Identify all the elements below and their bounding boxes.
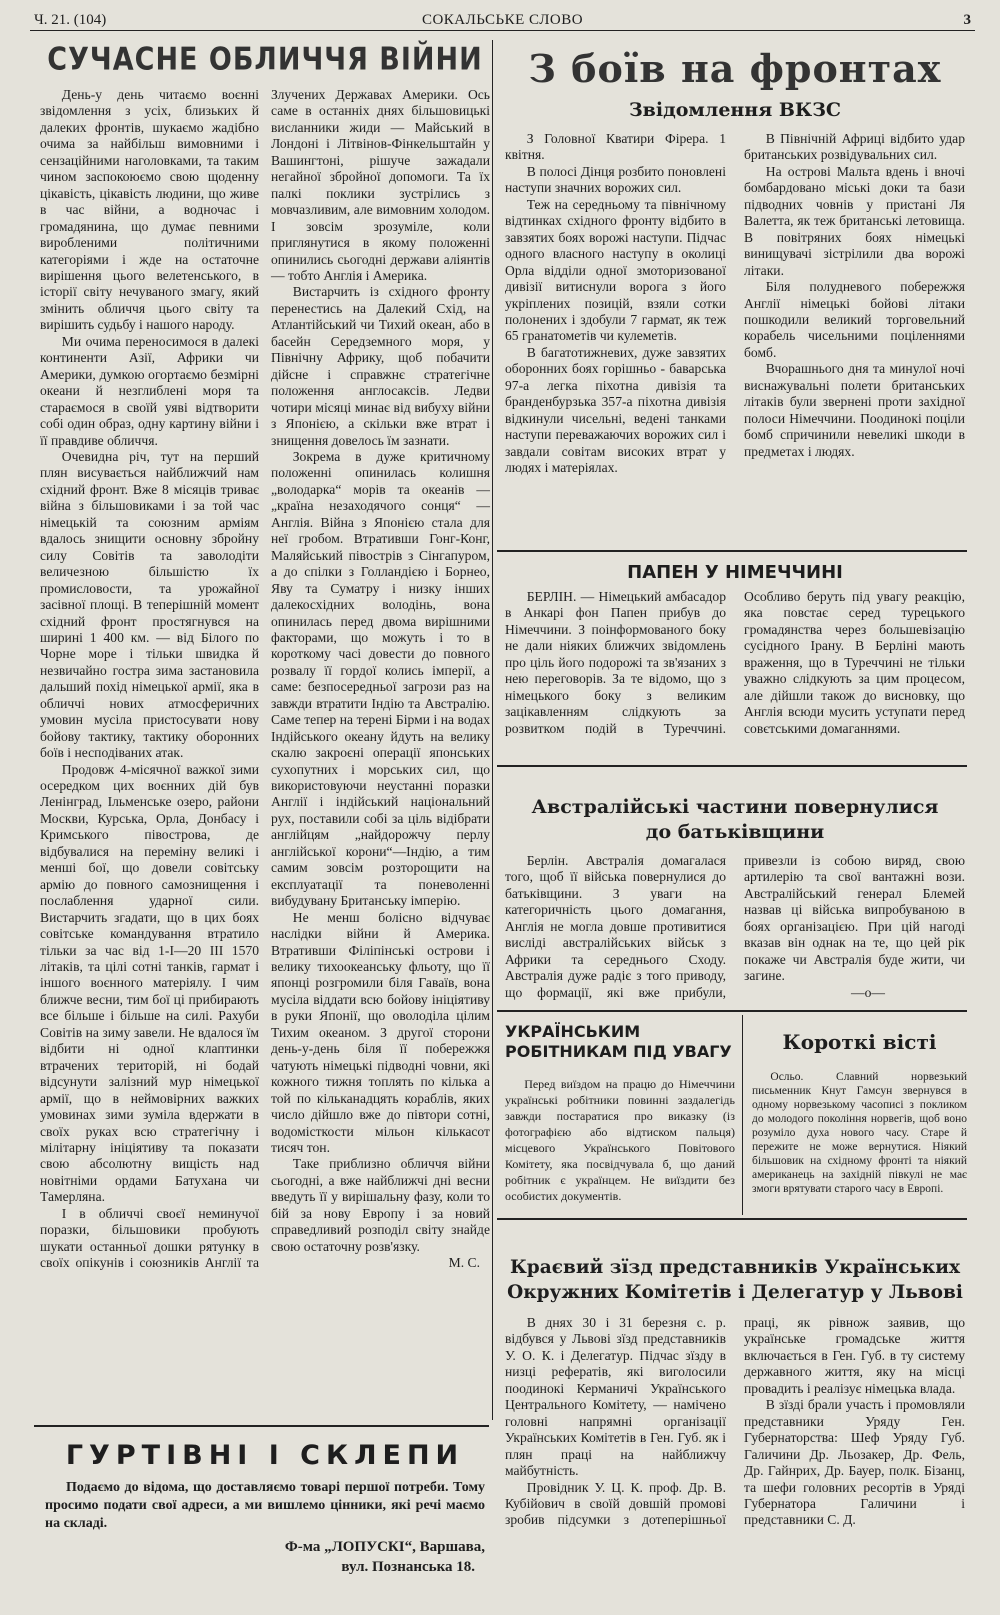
article-body [752, 1070, 967, 1196]
page-number: 3 [963, 12, 971, 28]
paragraph: Ми очима переносимося в далекі континенти Азії, Африки чи Америки, думкою огортаємо безмірні океани й незглиблені моря та стараємося в своїй уяві відтворити собі один образ, одну картину війни і її правдиве обличчя. [40, 333, 259, 448]
paragraph: В зїзді брали участь і промовляли представники Уряду Ген. Губернаторства: Шеф Уряду Губ. Галичини Др. Льозакер, Др. Фель, Др. Гайнрих, Др. Бауер, полк. Бізанц, та шефи головних ресортів в Уряді Губернатора Галичини і представники С. Д. [744, 1397, 965, 1528]
article-title: УКРАЇНСЬКИМ РОБІТНИКАМ ПІД УВАГУ [505, 1022, 732, 1061]
paragraph: Не менш болісно відчуває наслідки війни й Америка. Втративши Філіпінські острови і велику тихоокеанську фльоту, що її японці розгромили біля Гаваїв, вона мусіла віддати всю бойову ініціятиву в руки Японії, що оволоділа цілим Тихим океаном. З другої сторони день-у-день біля її побережжя чатують німецькі підводні човни, які кожного тижня топлять по кілька а той по кільканадцять кораблів, яких число дійшло вже до півтори сотні, водомісткости мільон кількасот тисяч тон. [271, 909, 490, 1155]
paragraph: Біля полудневого побережжя Англії німецькі бойові літаки пошкодили великий торговельний корабель чисельними поціленнями бомб. [744, 279, 965, 360]
page-header [30, 8, 975, 31]
article-war-face [40, 41, 490, 1387]
signature: М. С. [448, 1255, 480, 1271]
article-title: З боїв на фронтах [528, 46, 942, 91]
divider [497, 1010, 967, 1012]
paragraph: В днях 30 і 31 березня с. р. відбувся у Львові зїзд представників У. О. К. і Делегатур. Підчас зїзду в низці рефератів, які виголосили поодинокі Керманичі Українського Центрального Комітету, — намічено головні напрямні організації Українських Комітетів в Ген. Губ. як і плян праці на найближчу майбутність. [505, 1315, 726, 1479]
article-title: Австралійські частини повернулися до батьківщини [531, 796, 939, 843]
paragraph: Очевидна річ, тут на перший плян висувається найближчий нам східний фронт. Вже 8 місяців триває війна з більшовиками і за той час німецькій та союзним арміям вдалось знищити основну збройну силу Совітів та заволодіти величезною більшістю їх промисловости, та урожайної засівної площі. В теперішній момент східний фронт простягнувся на ширині 1 400 км. — від Білого по Чорне море і тільки швидка й незвичайно гостра зима застановила дальший похід німецької армії, яка в обличчі нових атмосферичних умовин мусіла пристосувати нову бойову тактику, тактику оборонних боїв і несподіваних атак. [40, 448, 259, 761]
paragraph: Вчорашнього дня та минулої ночі виснажувальні полети британських літаків були звернені проти західної полоси Німеччини. Поодинокі поціли бомб спричинили невеликі шкоди в предметах і людях. [744, 361, 965, 459]
paragraph: І в обличчі своєї неминучої поразки, більшовики пробують шукати останньої дошки рятунку в своїх опікунів і союзників Англії та Злучених Державах Америки. Ось саме в останніх днях більшовицькі висланники жиди — Майський в Лондоні і Літвінов-Фінкельштайн у Вашингтоні, рішуче зажадали негайної збройної допомоги. Та їх палкі поклики зустрілись з мовчазливим, але вимовним холодом. І зовсім зрозуміле, коли приглянутися в якому положенні опинились сьогодні держави аліянтів — тобто Англія і Америка. [40, 87, 490, 1271]
ad-firm: Ф-ма „ЛОПУСКІ“, Варшава, [284, 1539, 485, 1555]
article-body [40, 87, 490, 1387]
divider [492, 40, 493, 1420]
article-body [505, 131, 965, 529]
divider [497, 1218, 967, 1220]
paragraph: Вистарчить із східного фронту перенестись на Далекий Схід, на Атлантійський чи Тихий океан, або в басейн Середземного моря, у Північну Африку, щоб побачити дійсне і справжнє стратегічне положення англосаксів. Ледви чотири місяці минає від вибуху війни з Японією, а скільки вже втрат і знищення довелось їм зазнати. [271, 284, 490, 448]
newspaper-title: СОКАЛЬСЬКЕ СЛОВО [421, 12, 584, 28]
paragraph: Теж на середньому та північному відтинках східного фронту відбито в завзятих боях ворожі наступи. Підчас одного власного наступу в околиці Орла відділи одної змоторизованої дивізії витиснули ворога з його укріплених позицій, взяли сотки полонених і здобули 7 гармат, як теж 65 гранатометів чи кулеметів. [505, 196, 726, 344]
paragraph: З Головної Кватири Фірера. 1 квітня. [505, 131, 726, 163]
paragraph: Перед виїздом на працю до Німеччини українські робітники повинні заздалегідь завжди постаратися про виказку (із фотографією або відтиском пальця) місцевого Українського Повітового Комітету, яка посвідчувала б, що даний робітник є українцем. Не виїздити без особистих документів. [505, 1077, 735, 1203]
paragraph: Зокрема в дуже критичному положенні опинилась колишня „володарка“ морів та океанів — „країна незаходячого сонця“ — Англія. Війна з Японією стала для неї гробом. Втративши Гонг-Конг, Маляйський півострів з Сінгапуром, а до спілки з Голландією і Борнео, Яву та Суматру і низку інших далекосхідних володінь, вона опинилась перед двома вирішними факторами, що можуть і то в короткому часі довести до повного розвалу її гордої колись імперії, а саме: безпосередньої загрози раз на завжди втратити Індію та Австралію. Саме тепер на терені Бірми і на водах Індійського океану йдуть на велику скалю закроєні операції японських сухопутних і морських сил, що використовуючи неустанні поразки Англії і індійський національний рух, поставили собі за ціль відібрати англійцям „найдорожчу перлу англійської корони“—Індію, а тим самим зовсім розторощити на експлуатації та поневоленні вибудувану Британську імперію. [271, 448, 490, 909]
article-workers [505, 1022, 735, 1204]
paragraph: В Північній Африці відбито удар британських розвідувальних сил. [744, 131, 965, 163]
divider [497, 550, 967, 552]
paragraph: В багатотижневих, дуже завзятих оборонних боях горішньо - баварська 97-а легка піхотна дивізія та бранденбурзька 357-а піхотна дивізія відкинули чисельні, ведені танками наступи переважаючих ворожих сил і завдали совітам високих втрат у людях і матеріялах. [505, 344, 726, 476]
paragraph: БЕРЛІН. — Німецький амбасадор в Анкарі фон Папен прибув до Німеччини. З поінформованого боку не дали ніяких ближчих звідомлень про ціль його подорожі та зв'язаних з нею переговорів. За те відомо, що з німецького боку з великим зацікавленням слідкують за розвитком подій в Туреччині. Особливо беруть під увагу реакцію, яка повстає серед турецького громадянства через большевізацію сусідного Ірану. В Берліні мають враження, що в Туреччині не тільки уважно слідкують за цим процесом, але дійшли також до висновку, що Англія всюди мусить уступати перед совєтськими домаганнями. [505, 589, 965, 736]
article-fronts [505, 46, 965, 529]
article-australia [505, 795, 965, 1021]
paragraph: В полосі Дінця розбито поновлені наступи значних ворожих сил. [505, 163, 726, 196]
article-papen [505, 562, 965, 775]
issue-number: Ч. 21. (104) [34, 12, 107, 28]
article-short-news [752, 1030, 967, 1196]
paragraph: Продовж 4-місячної важкої зими осередком цих воєнних дій був Ленінград, Ільменське озеро, райони Москви, Курська, Орла, Донбасу і Кримського півострова, де відбувалися на переміну великі і менші бої, що довели совітську армію до повного самознищення і послаблення ударної сили. Вистарчить згадати, що в цих боях совітське командування втратило тільки за час від 1-I—20 III 1570 літаків, та цілі сотні танків, гармат і іншого воєнного матеріялу. І чим ближче весни, тим бої ці прибирають все більше і більше на силі. Рахуби Совітів на зиму завели. Не вдалося їм відбити ні одної клаптинки втрачених територій, ні бодай відсунути залізний мур німецької армії, що в неймовірних важких умовинах зими зуміла вдержати в своїх руках всю стратегічну і мілітарну ініціятиву та показати свою абсолютну вищість над новітніми ордами Батухана чи Тамерляна. [40, 761, 259, 1205]
article-body [505, 853, 965, 1021]
paragraph: Провідник У. Ц. К. проф. Др. В. Кубійович в своїй довшій промові зробив підсумки з дотеперішньої праці, як рівнож заявив, що українське громадське життя включається в Ген. Губ. в ту систему державного життя, яку на місці провадить і реалізує німецька влада. [505, 1315, 965, 1528]
paragraph: Таке приблизно обличчя війни сьогодні, а вже найближчі дні весни введуть її у вирішальну фазу, коли то бій за нову Европу і за новий справедливий розподіл світу знайде свою остаточну розв'язку. [271, 1156, 490, 1254]
article-title: СУЧАСНЕ ОБЛИЧЧЯ ВІЙНИ [47, 41, 483, 78]
end-mark: —o— [851, 984, 885, 1000]
paragraph: Осльо. Славний норвезький письменник Кнут Гамсун звернувся в одному норвезькому часописі з покликом до молодого покоління норвегів, щоб воно розуміло духа нового часу. Старе й пережите не може вернутися. Ніякий більшовик на східному фронті та ніякий американець на західній півкулі не має змоги врятувати старого часу в Европі. [752, 1071, 967, 1195]
advertisement [45, 1440, 485, 1577]
divider [34, 1425, 489, 1427]
paragraph: День-у день читаємо воєнні звідомлення з усіх, близьких й далеких фронтів, шукаємо жадібно очима за найбільш вимовними і сензаційними наголовками, та таким чином заспокоюємо свою щоденну цікавість, цікавість людини, що живе в час війни, а водночас і громадянина, що думає певними виробленими політичними категоріями і жде на остаточне вирішення цього велетенського, в історії світу нечуваного змагу, який змінить обличчя цього світу та вирішить судьбу і нашого народу. [40, 87, 259, 333]
divider [497, 765, 967, 767]
article-subtitle: Звідомлення ВКЗС [628, 99, 842, 121]
article-title: Краєвий зїзд представників Українських Окружних Комітетів і Делегатур у Львові [507, 1257, 963, 1303]
paragraph: На острові Мальта вдень і вночі бомбардовано міські доки та бази підводних човнів у пристані Ля Валетта, як теж британські летовища. В повітряних боях німецькі винищувачі зістрілили два ворожі літаки. [744, 163, 965, 278]
ad-title: ГУРТІВНІ І СКЛЕПИ [65, 1440, 465, 1471]
divider [742, 1015, 743, 1215]
article-congress [505, 1255, 965, 1615]
article-body [505, 589, 965, 775]
paragraph: Берлін. Австралія домагалася того, щоб її війська повернулися до батьківщини. З уваги на категоричність цього домагання, Англія не могла довше противитися висліді австралійських військ з Африки та середнього Сходу. Австралія дуже радіє з того приводу, що формації, які вже прибули, привезли із собою виряд, свою артилерію та свої вантажні вози. Австралійський генерал Блемей назвав ці війська випробуваною в боях організацією. При цій нагоді вказав він однак на те, що цей рік покаже чи Австралія буде жити, чи загине. [505, 853, 965, 1000]
ad-text: Подаємо до відома, що доставляємо товарі першої потреби. Тому просимо подати свої адреси, а ми вишлемо цінники, які речі маємо на складі. [45, 1480, 485, 1531]
article-title: Короткі вісті [782, 1030, 937, 1054]
ad-address: вул. Познанська 18. [341, 1559, 475, 1575]
article-body [505, 1315, 965, 1615]
article-body [505, 1076, 735, 1204]
article-title: ПАПЕН У НІМЕЧЧИНІ [627, 562, 843, 583]
